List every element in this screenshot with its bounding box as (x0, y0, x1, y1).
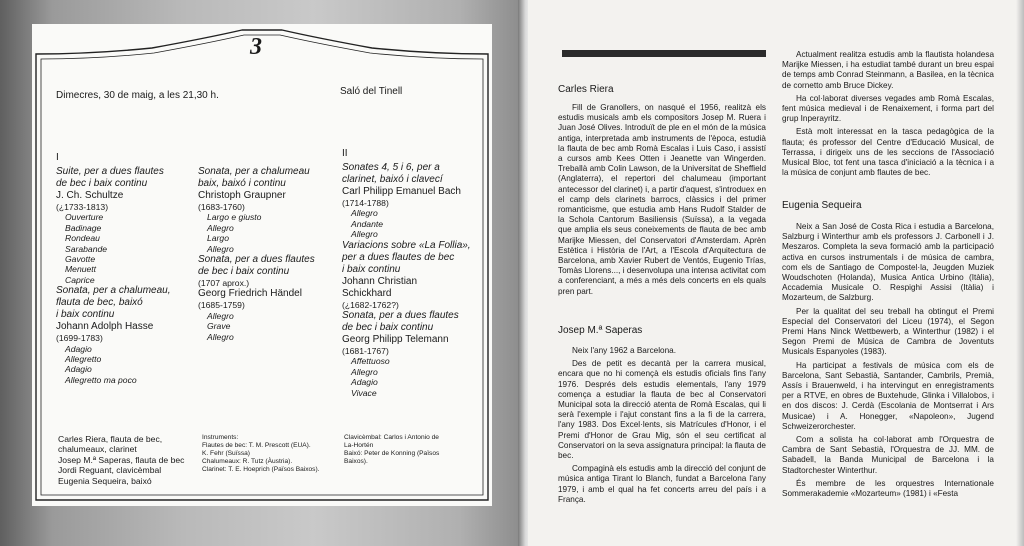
work-title: i baix continu (342, 263, 401, 275)
part-one-numeral: I (56, 152, 59, 163)
composer-name: Johann Adolph Hasse (56, 321, 154, 333)
bio-paragraph: Com a solista ha col·laborat amb l'Orquestra de Cambra de Sant Sebastià, l'Orquestra de JJ. MM. de Sabadell, la Banda Municipal de Barcelona i la Stadtorchester Winterthur. (782, 435, 994, 475)
composer-dates: (¿1682-1762?) (342, 299, 399, 310)
part-two-numeral: II (342, 148, 348, 159)
instrument-credit: Baixos). (344, 458, 368, 465)
movement: Adagio (65, 343, 92, 354)
instrument-credit: Clavicèmbal: Carlos i Antonio de (344, 434, 439, 441)
movement: Allegretto (65, 354, 102, 365)
work-title: de bec i baix continu (198, 266, 290, 278)
composer-name: Christoph Graupner (198, 190, 286, 201)
bio-paragraph: Neix l'any 1962 a Barcelona. (572, 346, 676, 355)
bio-paragraph: Compaginà els estudis amb la direcció del conjunt de música antiga Tirant lo Blanch, fundat a Barcelona l'any 1979, i amb el qual ha fet concerts arreu del país i a França. (558, 464, 766, 504)
composer-name: Georg Friedrich Händel (198, 288, 302, 300)
composer-name: Carl Philipp Emanuel Bach (342, 186, 461, 197)
movement: Vivace (351, 387, 377, 398)
bio-paragraph: Està molt interessat en la tasca pedagògica de la flauta; és professor del Centre d'Educació Musical, de Terrassa, i dirigeix uns de les seccions de l'Associació Musical Bloc, tot fent una tasca d'iniciació a la tècnica i a la música de conjunt amb flautes de bec. (782, 127, 994, 178)
composer-dates: (1707 aprox.) (198, 278, 250, 289)
work-title: i baix continu (56, 309, 115, 321)
performer: Josep M.ª Saperas, flauta de bec (58, 454, 185, 465)
concert-date: Dimecres, 30 de maig, a les 21,30 h. (56, 90, 219, 101)
composer-dates: (1685-1759) (198, 300, 245, 311)
bio-riera-continued (782, 50, 994, 178)
part-one-column-b (198, 166, 315, 342)
movement: Ouverture (65, 212, 104, 223)
movement: Allegro (207, 222, 234, 233)
composer-name: Georg Philipp Telemann (342, 334, 449, 346)
composer-dates: (¿1733-1813) (56, 202, 109, 212)
work-title: de bec i baix continu (56, 178, 148, 189)
part-one-column-a (56, 166, 171, 385)
heading-rule (562, 50, 766, 57)
instrument-credit: La-Hortén (344, 442, 374, 449)
performer: chalumeaux, clarinet (58, 444, 137, 455)
bio-paragraph: Ha participat a festivals de música com els de Barcelona, Sant Sebastià, Santander, Cambrils, Premià, Assís i Brauenweld, i ha intervingut en enregistraments per a RTVE, en obres de Buxtehude, Glinka i Villalobos, i en dos discos: J. Cerdà (Escolania de Montserrat i Ars Musicae) i A. Honegger, «Napoleon», Jugend Schweizerorchester. (782, 360, 994, 431)
bio-heading-sequeira: Eugenia Sequeira (782, 200, 862, 211)
instrument-credit: Flautes de bec: T. M. Prescott (EUA). (202, 442, 311, 449)
bio-paragraph: Ha col·laborat diverses vegades amb Romà Escalas, fent música medieval i de Renaixement, i forma part del grup Inperayritz. (782, 93, 994, 124)
composer-dates: (1714-1788) (342, 198, 389, 208)
movement: Sarabande (65, 243, 108, 254)
right-page (528, 0, 1024, 546)
instrument-credit: K. Fehr (Suïssa) (202, 450, 251, 457)
composer-dates: (1699-1783) (56, 333, 103, 344)
work-title: flauta de bec, baixó (56, 297, 143, 309)
bio-heading-saperas: Josep M.ª Saperas (558, 325, 643, 336)
instrument-credit: Instruments: (202, 434, 239, 441)
bio-paragraph: Fill de Granollers, on nasqué el 1956, realitzà els estudis musicals amb els compositors Josep M. Ruera i Juan José Olives. Introduït de ple en el món de la música antiga, interpretada amb instruments de l'època, estudià la flauta de bec amb Romà Escalas i Luis Caso, i assistí a cursos amb Kees Otten i Jeanette van Wingerden. Treballà amb Colin Lawson, de la Universitat de Sheffield (Anglaterra), el repertori del chalumeau (important antecessor del clarinet) i, a partir d'aquest, s'introduex en el camp dels clarinets barrocs, clàssics i del primer romanticisme, que estudia amb Hans Rudolf Stalder de la Schola Cantorum Basiliensis (Suïssa), a la vegada que amplia els seus coneixements de flauta de bec amb Marijke Miessen, del Conservatori d'Amsterdam. Aprèn Estètica i Història de l'Art, a l'Escola d'Arquitectura de Barcelona, amb Xavier Rubert de Ventós, Eugenio Trías, Tomàs Llorens..., i desenvolupa una intensa activitat com a conferenciant, a més a més dels concerts en els quals pren part. (558, 103, 766, 296)
movement: Rondeau (65, 233, 100, 244)
movement: Grave (207, 321, 231, 332)
work-title: Variacions sobre «La Follia», (342, 239, 471, 251)
movement: Gavotte (65, 254, 96, 265)
movement: Badinage (65, 222, 102, 233)
movement: Allegro (207, 243, 234, 254)
work-title: Suite, per a dues flautes (56, 166, 164, 177)
program-frame (32, 24, 492, 506)
work-title: Sonata, per a dues flautes (342, 310, 459, 322)
instrument-credit: Chalumeaux: R. Tutz (Àustria). (202, 458, 293, 465)
composer-dates: (1683-1760) (198, 202, 245, 212)
bio-paragraph: És membre de les orquestres Internationale Sommerakademie «Mozarteum» (1981) i «Festa (782, 478, 994, 499)
composer-name: J. Ch. Schultze (56, 190, 124, 201)
bio-saperas (558, 346, 766, 505)
composer-dates: (1681-1767) (342, 346, 389, 357)
work-title: baix, baixó i continu (198, 178, 286, 189)
performers-list (58, 434, 184, 486)
bio-paragraph: Actualment realitza estudis amb la flautista holandesa Marijke Miessen, i ha estudiat també durant un breu espai de temps amb Conrad Steinmann, a Basilea, en la tècnica de cornetto amb Bruce Dickey. (782, 50, 994, 90)
movement: Andante (351, 218, 384, 229)
part-two-column (342, 162, 471, 398)
movement: Allegro (351, 366, 378, 377)
work-title: de bec i baix continu (342, 322, 434, 334)
bio-sequeira (782, 222, 994, 499)
instruments-list (202, 434, 320, 474)
bio-paragraph: Neix a San José de Costa Rica i estudia a Barcelona, Salzburg i Winterthur amb els professors J. Carbonell i J. Meszaros. Completa la seva formació amb la participació activa en cursos instrumentals i de música de cambra, com els de Santiago de Compostel·la, Jeugden Muziek Woudschoten (Holanda), Musica Antica Urbino (Itàlia), Accademia Musicale O. Respighi Assisi (Itàlia) i Mozarteum, de Salzburg. (782, 222, 994, 303)
bio-riera (558, 103, 766, 297)
work-title: per a dues flautes de bec (342, 251, 455, 263)
movement: Allegro (207, 310, 234, 321)
instrument-credit: Clarinet: T. E. Hoeprich (Països Baixos). (202, 466, 320, 473)
composer-name: Schickhard (342, 287, 392, 299)
work-title: Sonata, per a chalumeau (198, 166, 310, 177)
movement: Allegro (207, 331, 234, 342)
bio-paragraph: Per la qualitat del seu treball ha obtingut el Premi Especial del Conservatori del Liceu (1974), el Segon Premi Hans Ninck Wettbewerb, a Winterthur (1982) i el Segon Premi de Música de Cambra de Joventuts Musicals Espanyoles (1983). (782, 306, 994, 357)
bio-heading-riera: Carles Riera (558, 84, 614, 95)
instrument-credit: Baixó: Peter de Konning (Països (344, 450, 440, 457)
movement: Adagio (65, 364, 92, 375)
concert-venue: Saló del Tinell (340, 86, 403, 97)
work-title: Sonata, per a chalumeau, (56, 285, 171, 297)
instruments-list-two (344, 434, 439, 466)
movement: Allegro (351, 208, 378, 219)
composer-name: Johann Christian (342, 275, 418, 287)
work-title: Sonates 4, 5 i 6, per a (342, 162, 440, 173)
work-title: Sonata, per a dues flautes (198, 254, 315, 266)
work-title: clarinet, baixó i clavecí (342, 174, 443, 185)
bio-paragraph: Des de petit es decantà per la carrera musical, encara que no hi començà els estudis oficials fins l'any 1976. Després dels estudis elementals, l'any 1979 comença a estudiar la flauta de bec al Conservatori Municipal sota la direcció atenta de Romà Escalas, qui li serà l'exemple i l'ajut constant fins a la fi de la carrera, l'any 1983. Dos Excel·lents, sis Matrícules d'Honor, i el Premi d'Honor de Grau Mig, són el seu certificat al Conservatori on la seva assignatura principal: la flauta de bec. (558, 359, 766, 461)
movement: Largo e giusto (207, 212, 262, 223)
movement: Affettuoso (351, 356, 390, 367)
performer: Jordi Reguant, clavicèmbal (58, 465, 162, 476)
concert-number: 3 (250, 34, 262, 60)
movement: Allegro (351, 229, 378, 240)
movement: Caprice (65, 274, 95, 285)
movement: Menuett (65, 264, 97, 275)
movement: Largo (207, 233, 229, 244)
movement: Adagio (351, 377, 378, 388)
movement: Allegretto ma poco (65, 374, 137, 385)
performer: Eugenia Sequeira, baixó (58, 475, 152, 486)
performer: Carles Riera, flauta de bec, (58, 434, 163, 444)
